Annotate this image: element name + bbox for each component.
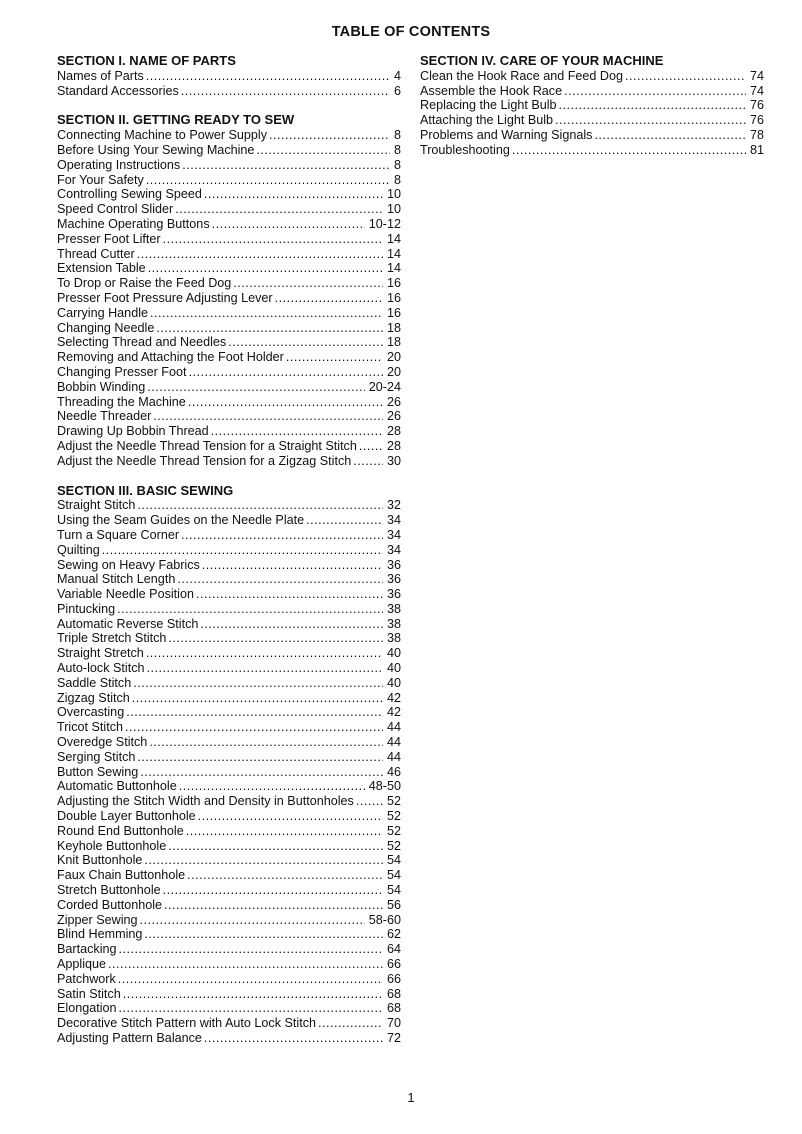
toc-entry-page: 54 [386,853,401,868]
dot-leader [269,128,390,143]
toc-entry-title: Changing Presser Foot [57,364,187,379]
dot-leader [594,128,746,143]
toc-entry-title: Drawing Up Bobbin Thread [57,424,209,439]
toc-section [57,113,401,468]
dot-leader [117,602,383,617]
dot-leader [125,720,383,735]
toc-entry-page: 44 [386,735,401,750]
toc-entry-page: 54 [386,883,401,898]
toc-entry-zipper-sewing[interactable] [57,913,401,928]
toc-entry-title: Problems and Warning Signals [420,127,593,142]
toc-entry-page: 36 [386,587,401,602]
toc-entry-round-end-buttonhole[interactable] [57,824,401,839]
toc-entry-title: Sewing on Heavy Fabrics [57,557,200,572]
toc-entry-title: Attaching the Light Bulb [420,113,554,128]
toc-entry-title: Adjusting Pattern Balance [57,1031,202,1045]
toc-entry-page: 56 [386,897,401,912]
toc-entry-page: 68 [386,1001,401,1016]
toc-entry-pintucking[interactable] [57,602,401,617]
dot-leader [132,691,383,706]
toc-entry-title: To Drop or Raise the Feed Dog [57,276,232,291]
dot-leader [126,705,383,720]
toc-entry-page: 44 [386,720,401,735]
dot-leader [163,883,383,898]
dot-leader [256,143,390,158]
toc-entry-adjust-the-needle-thread-tension-for-a-straight-stitch[interactable] [57,439,401,454]
toc-entry-saddle-stitch[interactable] [57,676,401,691]
toc-entry-title: Triple Stretch Stitch [57,631,167,646]
dot-leader [119,942,383,957]
toc-entry-title: Operating Instructions [57,157,181,172]
toc-entry-title: Straight Stretch [57,646,144,661]
toc-section [57,54,401,98]
toc-entry-presser-foot-pressure-adjusting-lever[interactable] [57,291,401,306]
toc-entry-title: Presser Foot Lifter [57,231,161,246]
toc-entry-title: Manual Stitch Length [57,572,176,587]
dot-leader [102,543,383,558]
dot-leader [150,306,383,321]
dot-leader [186,824,383,839]
toc-entry-title: Stretch Buttonhole [57,883,161,898]
toc-entry-title: For Your Safety [57,172,144,187]
toc-entry-triple-stretch-stitch[interactable] [57,631,401,646]
dot-leader [306,513,383,528]
toc-entry-title: Quilting [57,542,100,557]
dot-leader [149,735,383,750]
toc-entry-title: Connecting Machine to Power Supply [57,128,268,143]
dot-leader [164,898,383,913]
toc-entry-title: Using the Seam Guides on the Needle Plate [57,513,305,528]
toc-entry-title: Decorative Stitch Pattern with Auto Lock Stitch [57,1016,316,1031]
dot-leader [181,84,390,99]
toc-entry-page: 81 [749,142,764,157]
dot-leader [146,69,390,84]
dot-leader [212,217,365,232]
dot-leader [175,202,383,217]
toc-entry-changing-presser-foot[interactable] [57,365,401,380]
toc-entry-page: 10 [386,202,401,217]
toc-entry-page: 6 [393,83,401,98]
toc-entry-page: 52 [386,838,401,853]
toc-entry-title: Carrying Handle [57,305,148,320]
dot-leader [140,913,365,928]
toc-entry-title: Needle Threader [57,409,152,424]
toc-entry-serging-stitch[interactable] [57,750,401,765]
toc-entry-threading-the-machine[interactable] [57,395,401,410]
toc-entry-title: Before Using Your Sewing Machine [57,142,255,157]
toc-entry-title: Adjust the Needle Thread Tension for a Straight Stitch [57,438,357,453]
toc-entry-title: Auto-lock Stitch [57,661,145,676]
toc-entry-page: 14 [386,231,401,246]
toc-section [57,484,401,1046]
toc-entry-title: Faux Chain Buttonhole [57,868,186,883]
dot-leader [118,972,383,987]
toc-entry-thread-cutter[interactable] [57,247,401,262]
toc-entry-title: Threading the Machine [57,394,186,409]
toc-entry-tricot-stitch[interactable] [57,720,401,735]
dot-leader [211,424,383,439]
toc-entry-overedge-stitch[interactable] [57,735,401,750]
toc-entry-title: Speed Control Slider [57,202,174,217]
dot-leader [137,498,383,513]
toc-entry-title: Tricot Stitch [57,720,124,735]
toc-entry-page: 28 [386,424,401,439]
toc-entry-title: Thread Cutter [57,246,135,261]
toc-entry-page: 64 [386,942,401,957]
toc-entry-drawing-up-bobbin-thread[interactable] [57,424,401,439]
toc-entry-page: 66 [386,957,401,972]
dot-leader [204,187,383,202]
toc-entry-decorative-stitch-pattern-with-auto-lock-stitch[interactable] [57,1016,401,1031]
dot-leader [625,69,746,84]
dot-leader [146,173,390,188]
toc-entry-title: Blind Hemming [57,927,143,942]
toc-entry-auto-lock-stitch[interactable] [57,661,401,676]
toc-entry-page: 48-50 [368,779,401,794]
toc-entry-title: Assemble the Hook Race [420,83,563,98]
toc-entry-title: Troubleshooting [420,142,510,157]
dot-leader [189,365,383,380]
toc-entry-title: Straight Stitch [57,498,136,513]
toc-entry-zigzag-stitch[interactable] [57,691,401,706]
dot-leader [153,409,383,424]
toc-entry-adjust-the-needle-thread-tension-for-a-zigzag-stitch[interactable] [57,454,401,469]
dot-leader [137,750,383,765]
toc-entry-page: 34 [386,542,401,557]
toc-entry-page: 18 [386,320,401,335]
dot-leader [147,380,365,395]
dot-leader [137,247,383,262]
toc-entry-page: 10-12 [368,216,401,231]
toc-entry-removing-and-attaching-the-foot-holder[interactable] [57,350,401,365]
toc-entry-controlling-sewing-speed[interactable] [57,187,401,202]
toc-entry-title: Automatic Reverse Stitch [57,616,199,631]
toc-entry-page: 20 [386,350,401,365]
toc-entry-title: Adjusting the Stitch Width and Density in Buttonholes [57,794,354,809]
dot-leader [168,631,383,646]
toc-entry-page: 16 [386,276,401,291]
toc-entry-troubleshooting[interactable] [420,143,764,158]
toc-entry-automatic-buttonhole[interactable] [57,779,401,794]
dot-leader [108,957,383,972]
toc-entry-title: Standard Accessories [57,83,179,98]
dot-leader [168,839,383,854]
toc-entry-page: 58-60 [368,912,401,927]
dot-leader [179,779,365,794]
toc-entry-page: 16 [386,305,401,320]
toc-entry-title: Elongation [57,1001,117,1016]
toc-entry-replacing-the-light-bulb[interactable] [420,98,764,113]
toc-entry-presser-foot-lifter[interactable] [57,232,401,247]
dot-leader [181,528,383,543]
toc-entry-title: Satin Stitch [57,986,121,1001]
toc-entry-title: Knit Buttonhole [57,853,143,868]
toc-entry-straight-stretch[interactable] [57,646,401,661]
toc-entry-title: Names of Parts [57,68,144,83]
dot-leader [133,676,383,691]
dot-leader [144,853,383,868]
toc-entry-title: Adjust the Needle Thread Tension for a Zigzag Stitch [57,453,352,468]
toc-entry-page: 4 [393,68,401,83]
toc-entry-page: 44 [386,749,401,764]
toc-entry-title: Variable Needle Position [57,587,194,602]
toc-entry-patchwork[interactable] [57,972,401,987]
toc-entry-title: Zigzag Stitch [57,690,130,705]
toc-entry-corded-buttonhole[interactable] [57,898,401,913]
dot-leader [275,291,383,306]
toc-entry-page: 28 [386,438,401,453]
section-heading: SECTION I. NAME OF PARTS [57,53,236,68]
dot-leader [559,98,746,113]
section-heading: SECTION II. GETTING READY TO SEW [57,112,295,128]
toc-entry-page: 76 [749,98,764,113]
dot-leader [196,587,383,602]
dot-leader [198,809,383,824]
toc-entry-turn-a-square-corner[interactable] [57,528,401,543]
toc-entry-page: 40 [386,661,401,676]
toc-entry-title: Double Layer Buttonhole [57,809,196,824]
toc-entry-page: 62 [386,927,401,942]
toc-entry-sewing-on-heavy-fabrics[interactable] [57,558,401,573]
toc-entry-title: Replacing the Light Bulb [420,98,557,113]
dot-leader [156,321,383,336]
toc-entry-page: 30 [386,453,401,468]
toc-entry-title: Serging Stitch [57,749,136,764]
dot-leader [202,558,383,573]
toc-entry-using-the-seam-guides-on-the-needle-plate[interactable] [57,513,401,528]
toc-entry-page: 70 [386,1016,401,1031]
toc-entry-standard-accessories[interactable] [57,84,401,99]
toc-entry-button-sewing[interactable] [57,765,401,780]
page-title: TABLE OF CONTENTS [331,24,491,40]
toc-entry-changing-needle[interactable] [57,321,401,336]
toc-entry-page: 32 [386,498,401,513]
toc-right-column [420,54,764,173]
toc-entry-page: 8 [393,128,401,143]
toc-entry-bartacking[interactable] [57,942,401,957]
toc-entry-page: 34 [386,527,401,542]
toc-entry-extension-table[interactable] [57,261,401,276]
toc-entry-before-using-your-sewing-machine[interactable] [57,143,401,158]
toc-entry-machine-operating-buttons[interactable] [57,217,401,232]
toc-entry-page: 72 [386,1031,401,1045]
toc-entry-page: 8 [393,142,401,157]
toc-entry-faux-chain-buttonhole[interactable] [57,868,401,883]
dot-leader [359,439,383,454]
section-heading: SECTION IV. CARE OF YOUR MACHINE [420,53,664,68]
toc-entry-page: 36 [386,572,401,587]
toc-entry-assemble-the-hook-race[interactable] [420,84,764,99]
toc-entry-operating-instructions[interactable] [57,158,401,173]
dot-leader [353,454,383,469]
toc-entry-title: Pintucking [57,601,116,616]
toc-entry-page: 8 [393,157,401,172]
toc-entry-problems-and-warning-signals[interactable] [420,128,764,143]
toc-entry-page: 10 [386,187,401,202]
toc-entry-page: 78 [749,127,764,142]
toc-entry-manual-stitch-length[interactable] [57,572,401,587]
toc-entry-for-your-safety[interactable] [57,173,401,188]
toc-entry-clean-the-hook-race-and-feed-dog[interactable] [420,69,764,84]
toc-left-column [57,54,401,1061]
toc-entry-title: Zipper Sewing [57,912,138,927]
toc-entry-page: 66 [386,971,401,986]
toc-entry-title: Bartacking [57,942,117,957]
toc-entry-needle-threader[interactable] [57,409,401,424]
toc-entry-attaching-the-light-bulb[interactable] [420,113,764,128]
toc-entry-adjusting-the-stitch-width-and-density-in-buttonholes[interactable] [57,794,401,809]
toc-entry-page: 38 [386,601,401,616]
toc-entry-adjusting-pattern-balance[interactable] [57,1031,401,1046]
toc-entry-overcasting[interactable] [57,705,401,720]
toc-entry-page: 40 [386,646,401,661]
toc-entry-page: 36 [386,557,401,572]
toc-entry-title: Saddle Stitch [57,675,132,690]
toc-entry-title: Patchwork [57,971,116,986]
toc-entry-page: 52 [386,823,401,838]
toc-entry-blind-hemming[interactable] [57,927,401,942]
dot-leader [119,1001,383,1016]
toc-entry-carrying-handle[interactable] [57,306,401,321]
toc-entry-page: 74 [749,68,764,83]
toc-entry-title: Overedge Stitch [57,735,148,750]
dot-leader [188,395,383,410]
toc-entry-page: 68 [386,986,401,1001]
toc-entry-page: 18 [386,335,401,350]
toc-entry-title: Button Sewing [57,764,139,779]
toc-entry-title: Applique [57,957,107,972]
dot-leader [148,261,383,276]
toc-entry-keyhole-buttonhole[interactable] [57,839,401,854]
toc-entry-title: Controlling Sewing Speed [57,187,202,202]
dot-leader [228,335,383,350]
toc-entry-page: 34 [386,513,401,528]
dot-leader [146,646,383,661]
toc-entry-selecting-thread-and-needles[interactable] [57,335,401,350]
dot-leader [182,158,390,173]
dot-leader [286,350,383,365]
dot-leader [233,276,383,291]
toc-entry-stretch-buttonhole[interactable] [57,883,401,898]
dot-leader [564,84,746,99]
toc-entry-knit-buttonhole[interactable] [57,853,401,868]
toc-entry-title: Corded Buttonhole [57,897,163,912]
toc-entry-page: 14 [386,246,401,261]
toc-entry-page: 38 [386,616,401,631]
toc-entry-quilting[interactable] [57,543,401,558]
dot-leader [318,1016,383,1031]
toc-entry-page: 20-24 [368,379,401,394]
toc-entry-page: 54 [386,868,401,883]
dot-leader [163,232,383,247]
toc-entry-title: Round End Buttonhole [57,823,184,838]
dot-leader [187,868,383,883]
toc-entry-satin-stitch[interactable] [57,987,401,1002]
toc-entry-title: Bobbin Winding [57,379,146,394]
toc-entry-page: 20 [386,364,401,379]
dot-leader [177,572,383,587]
toc-entry-names-of-parts[interactable] [57,69,401,84]
toc-entry-page: 52 [386,794,401,809]
toc-entry-page: 38 [386,631,401,646]
toc-entry-elongation[interactable] [57,1001,401,1016]
toc-entry-speed-control-slider[interactable] [57,202,401,217]
toc-entry-automatic-reverse-stitch[interactable] [57,617,401,632]
toc-entry-straight-stitch[interactable] [57,498,401,513]
toc-entry-title: Removing and Attaching the Foot Holder [57,350,284,365]
toc-entry-connecting-machine-to-power-supply[interactable] [57,128,401,143]
dot-leader [147,661,383,676]
toc-entry-page: 52 [386,809,401,824]
dot-leader [555,113,746,128]
toc-entry-title: Automatic Buttonhole [57,779,177,794]
toc-entry-title: Presser Foot Pressure Adjusting Lever [57,290,273,305]
toc-entry-page: 74 [749,83,764,98]
toc-section [420,54,764,158]
dot-leader [204,1031,383,1046]
page-number: 1 [407,1090,415,1105]
dot-leader [123,987,383,1002]
toc-entry-page: 76 [749,113,764,128]
toc-entry-page: 46 [386,764,401,779]
toc-entry-title: Overcasting [57,705,125,720]
toc-entry-to-drop-or-raise-the-feed-dog[interactable] [57,276,401,291]
toc-entry-variable-needle-position[interactable] [57,587,401,602]
toc-entry-page: 14 [386,261,401,276]
toc-entry-page: 26 [386,394,401,409]
toc-entry-page: 26 [386,409,401,424]
dot-leader [140,765,383,780]
toc-entry-applique[interactable] [57,957,401,972]
dot-leader [356,794,383,809]
toc-entry-page: 42 [386,690,401,705]
toc-entry-page: 40 [386,675,401,690]
toc-entry-title: Selecting Thread and Needles [57,335,227,350]
toc-entry-bobbin-winding[interactable] [57,380,401,395]
toc-entry-title: Keyhole Buttonhole [57,838,167,853]
dot-leader [200,617,383,632]
toc-entry-title: Turn a Square Corner [57,527,180,542]
toc-entry-title: Extension Table [57,261,146,276]
toc-entry-page: 8 [393,172,401,187]
dot-leader [144,927,383,942]
toc-entry-title: Changing Needle [57,320,155,335]
toc-entry-title: Clean the Hook Race and Feed Dog [420,68,624,83]
toc-entry-page: 16 [386,290,401,305]
dot-leader [512,143,746,158]
toc-entry-page: 42 [386,705,401,720]
section-heading: SECTION III. BASIC SEWING [57,482,234,498]
toc-entry-double-layer-buttonhole[interactable] [57,809,401,824]
toc-entry-title: Machine Operating Buttons [57,216,210,231]
